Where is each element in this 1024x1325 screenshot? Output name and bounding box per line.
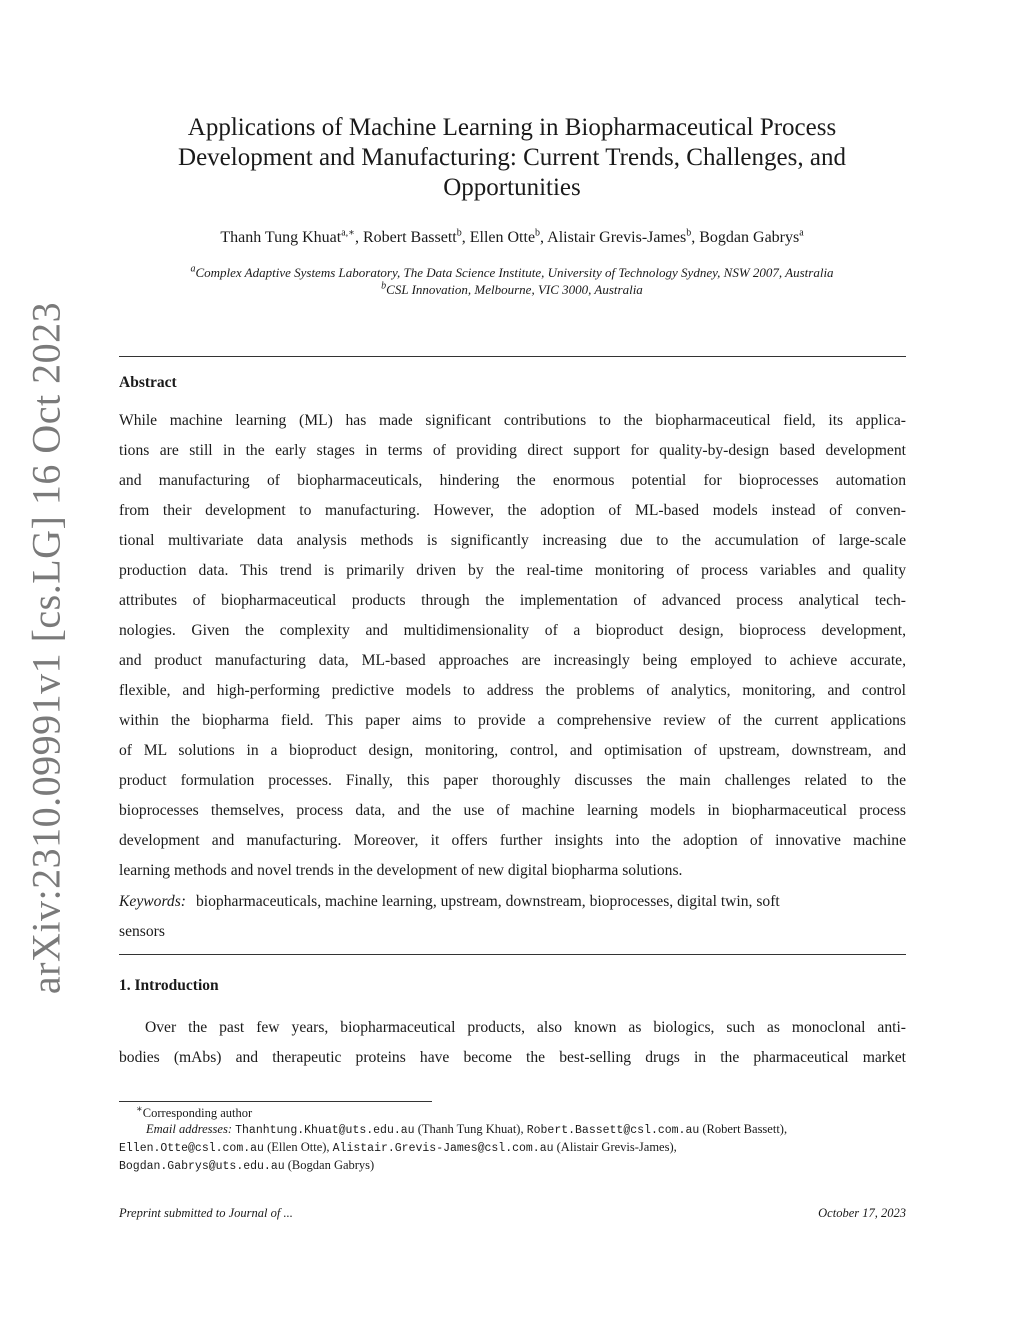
author-affil-mark: b: [535, 227, 541, 239]
author-list: Thanh Tung Khuat$^{a,∗}$, Robert Bassett$^b$, Ellen Otte$^b$, Alistair Grevis-James$^b$, Bogdan Gabrys$^a$: [220, 227, 804, 246]
author-name: Thanh Tung Khuat: [220, 229, 342, 246]
abstract-top-rule: [119, 356, 906, 357]
author-affil-mark: a: [799, 227, 804, 239]
abstract-line: flexible, and high-performing predictive models to address the problems of analytics, monitoring, and control: [119, 682, 906, 699]
corresponding-author-text: Corresponding author: [142, 1106, 253, 1120]
affiliation-text: Complex Adaptive Systems Laboratory, The Data Science Institute, University of Technology Sydney, NSW 2007, Australia: [195, 265, 834, 280]
abstract-line: tions are still in the early stages in terms of providing direct support for quality-by-design based development: [119, 442, 906, 459]
keywords-line: [119, 887, 906, 917]
email-address-link[interactable]: Bogdan.Gabrys@uts.edu.au: [119, 1160, 285, 1173]
corresponding-author-note: ∗Corresponding author: [136, 1103, 253, 1120]
abstract-line: of ML solutions in a bioproduct design, monitoring, control, and optimisation of upstream, downstream, and: [119, 742, 906, 759]
arxiv-identifier-stamp: arXiv:2310.09991v1 [cs.LG] 16 Oct 2023: [23, 301, 69, 995]
title-line: Opportunities: [443, 174, 581, 201]
abstract-line: from their development to manufacturing. However, the adoption of ML-based models instead of conven-: [119, 502, 906, 519]
affiliation-b: [100, 282, 924, 298]
footnotes: [119, 1105, 906, 1175]
abstract-line: bioprocesses themselves, process data, and the use of machine learning models in biopharmaceutical process: [119, 802, 906, 819]
email-owner: (Ellen Otte),: [267, 1140, 330, 1154]
abstract-line: within the biopharma field. This paper aims to provide a comprehensive review of the current applications: [119, 712, 906, 729]
abstract-line: learning methods and novel trends in the development of new digital biopharma solutions.: [119, 862, 683, 879]
abstract-line: tional multivariate data analysis methods is significantly increasing due to the accumulation of large-scale: [119, 532, 906, 549]
author-affil-mark: b: [456, 227, 462, 239]
email-address-link[interactable]: Robert.Bassett@csl.com.au: [526, 1124, 700, 1137]
author-name: Robert Bassett: [362, 229, 457, 246]
keywords-text: biopharmaceuticals, machine learning, upstream, downstream, bioprocesses, digital twin, soft: [196, 893, 780, 910]
abstract-line: attributes of biopharmaceutical products through the implementation of advanced process analytical tech-: [119, 592, 906, 609]
email-owner: (Thanh Tung Khuat),: [417, 1122, 524, 1136]
keywords-text-continued: sensors: [119, 923, 165, 940]
introduction-heading: 1. Introduction: [119, 977, 219, 994]
email-line: [119, 1157, 906, 1175]
introduction-line: bodies (mAbs) and therapeutic proteins have become the best-selling drugs in the pharmaceutical market: [119, 1049, 906, 1066]
abstract-bottom-rule: [119, 954, 906, 955]
abstract-line: and manufacturing of biopharmaceuticals, hindering the enormous potential for bioprocesses automation: [119, 472, 906, 489]
email-owner: (Alistair Grevis-James),: [556, 1140, 677, 1154]
author-name: Ellen Otte: [469, 229, 536, 246]
email-address-link[interactable]: Thanhtung.Khuat@uts.edu.au: [235, 1124, 415, 1137]
footnote-rule: [119, 1101, 432, 1102]
abstract-body: [119, 406, 906, 886]
keywords-block: [119, 887, 906, 947]
abstract-line: While machine learning (ML) has made significant contributions to the biopharmaceutical field, its applica-: [119, 412, 906, 429]
affiliation-text: CSL Innovation, Melbourne, VIC 3000, Australia: [386, 282, 643, 297]
title-line: Development and Manufacturing: Current Trends, Challenges, and: [178, 144, 846, 171]
affiliation-mark: a: [190, 263, 196, 275]
abstract-line: production data. This trend is primarily driven by the real-time monitoring of process variables and quality: [119, 562, 906, 579]
author-name: Alistair Grevis-James: [547, 229, 687, 246]
preprint-note: Preprint submitted to Journal of ...: [119, 1206, 293, 1220]
abstract-heading: Abstract: [119, 374, 177, 391]
email-owner: (Bogdan Gabrys): [287, 1158, 375, 1172]
abstract-line: and product manufacturing data, ML-based approaches are increasingly being employed to achieve accurate,: [119, 652, 906, 669]
author-name: Bogdan Gabrys: [699, 229, 800, 246]
email-owner: (Robert Bassett),: [702, 1122, 788, 1136]
abstract-line: product formulation processes. Finally, this paper thoroughly discusses the main challenges related to the: [119, 772, 906, 789]
email-address-link[interactable]: Alistair.Grevis-James@csl.com.au: [332, 1142, 554, 1155]
affiliation-mark: b: [381, 280, 387, 292]
email-line: [119, 1121, 906, 1139]
email-label: Email addresses:: [146, 1122, 232, 1136]
abstract-line: development and manufacturing. Moreover, it offers further insights into the adoption of innovative machine: [119, 832, 906, 849]
paper-title: [150, 113, 874, 203]
email-address-link[interactable]: Ellen.Otte@csl.com.au: [119, 1142, 264, 1155]
affiliation-a: [100, 265, 924, 281]
introduction-line: Over the past few years, biopharmaceutical products, also known as biologics, such as monoclonal anti-: [145, 1019, 906, 1036]
email-line: [119, 1139, 906, 1157]
introduction-body: [119, 1013, 906, 1073]
abstract-line: nologies. Given the complexity and multidimensionality of a bioproduct design, bioprocess development,: [119, 622, 906, 639]
keywords-label: Keywords:: [119, 893, 186, 910]
author-affil-mark: b: [686, 227, 692, 239]
title-line: Applications of Machine Learning in Biopharmaceutical Process: [187, 114, 837, 141]
author-affil-mark: a,∗: [341, 227, 355, 239]
preprint-date: October 17, 2023: [818, 1206, 906, 1220]
